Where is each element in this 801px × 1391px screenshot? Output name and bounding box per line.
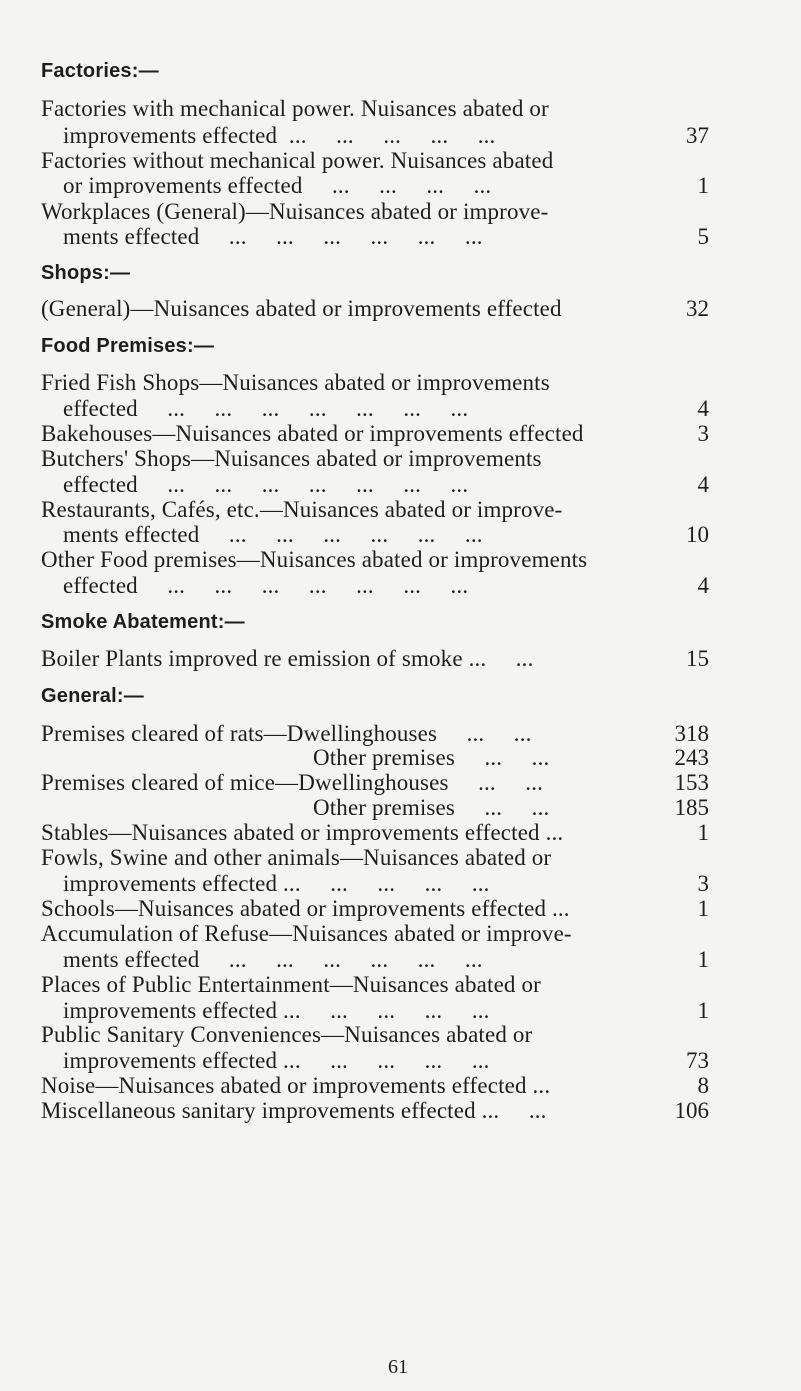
general-value-8: 1 <box>697 947 709 972</box>
general-line-8: Schools—Nuisances abated or improvements effected ... <box>41 896 570 921</box>
food-value-1: 4 <box>697 396 709 421</box>
general-line-2: Other premises ... ... <box>313 745 550 770</box>
factories-line-5: Workplaces (General)—Nuisances abated or improve- <box>41 199 549 224</box>
general-line-4: Other premises ... ... <box>313 795 550 820</box>
general-value-6: 3 <box>697 871 709 896</box>
smoke-value-1: 15 <box>686 646 709 671</box>
general-line-13: Public Sanitary Conveniences—Nuisances abated or <box>41 1022 533 1047</box>
page-number: 61 <box>388 1356 408 1378</box>
general-line-7: improvements effected ... ... ... ... ... <box>63 871 490 896</box>
food-line-1: Fried Fish Shops—Nuisances abated or improvements <box>41 370 550 395</box>
factories-line-6: ments effected ... ... ... ... ... ... <box>63 224 483 249</box>
food-premises-heading: Food Premises:— <box>41 335 215 357</box>
general-line-1: Premises cleared of rats—Dwellinghouses ... ... <box>41 721 532 746</box>
factories-line-1: Factories with mechanical power. Nuisances abated or <box>41 96 549 121</box>
food-value-5: 4 <box>697 573 709 598</box>
shops-heading: Shops:— <box>41 262 131 284</box>
general-value-7: 1 <box>697 896 709 921</box>
factories-heading: Factories:— <box>41 60 159 82</box>
general-line-10: ments effected ... ... ... ... ... ... <box>63 947 483 972</box>
general-value-1: 318 <box>674 721 709 746</box>
factories-line-2: improvements effected ... ... ... ... ... <box>63 123 496 148</box>
general-line-14: improvements effected ... ... ... ... ... <box>63 1048 490 1073</box>
food-line-4: Butchers' Shops—Nuisances abated or improvements <box>41 446 542 471</box>
general-line-15: Noise—Nuisances abated or improvements effected ... <box>41 1073 551 1098</box>
general-line-12: improvements effected ... ... ... ... ... <box>63 998 490 1023</box>
food-line-6: Restaurants, Cafés, etc.—Nuisances abated or improve- <box>41 497 563 522</box>
general-value-11: 8 <box>697 1073 709 1098</box>
general-value-12: 106 <box>674 1098 709 1123</box>
general-line-9: Accumulation of Refuse—Nuisances abated or improve- <box>41 921 572 946</box>
factories-line-4: or improvements effected ... ... ... ... <box>63 173 492 198</box>
food-line-5: effected ... ... ... ... ... ... ... <box>63 472 469 497</box>
factories-value-2: 1 <box>697 173 709 198</box>
smoke-heading: Smoke Abatement:— <box>41 611 245 633</box>
general-line-11: Places of Public Entertainment—Nuisances abated or <box>41 972 541 997</box>
food-line-8: Other Food premises—Nuisances abated or improvements <box>41 547 588 572</box>
food-value-4: 10 <box>686 522 709 547</box>
general-line-16: Miscellaneous sanitary improvements effected ... ... <box>41 1098 547 1123</box>
general-line-5: Stables—Nuisances abated or improvements effected ... <box>41 820 564 845</box>
general-value-10: 73 <box>686 1048 709 1073</box>
general-value-5: 1 <box>697 820 709 845</box>
factories-value-3: 5 <box>697 224 709 249</box>
general-value-9: 1 <box>697 998 709 1023</box>
general-value-2: 243 <box>674 745 709 770</box>
food-line-3: Bakehouses—Nuisances abated or improvements effected <box>41 421 584 446</box>
factories-value-1: 37 <box>686 123 709 148</box>
general-line-6: Fowls, Swine and other animals—Nuisances abated or <box>41 845 552 870</box>
shops-value-1: 32 <box>686 296 709 321</box>
food-line-2: effected ... ... ... ... ... ... ... <box>63 396 469 421</box>
food-line-7: ments effected ... ... ... ... ... ... <box>63 522 483 547</box>
food-line-9: effected ... ... ... ... ... ... ... <box>63 573 469 598</box>
factories-line-3: Factories without mechanical power. Nuisances abated <box>41 148 554 173</box>
food-value-3: 4 <box>697 472 709 497</box>
food-value-2: 3 <box>697 421 709 446</box>
general-line-3: Premises cleared of mice—Dwellinghouses ... ... <box>41 770 543 795</box>
general-value-4: 185 <box>674 795 709 820</box>
smoke-line-1: Boiler Plants improved re emission of smoke ... ... <box>41 646 534 671</box>
general-value-3: 153 <box>674 770 709 795</box>
shops-line-1: (General)—Nuisances abated or improvements effected <box>41 296 562 321</box>
general-heading: General:— <box>41 685 144 707</box>
